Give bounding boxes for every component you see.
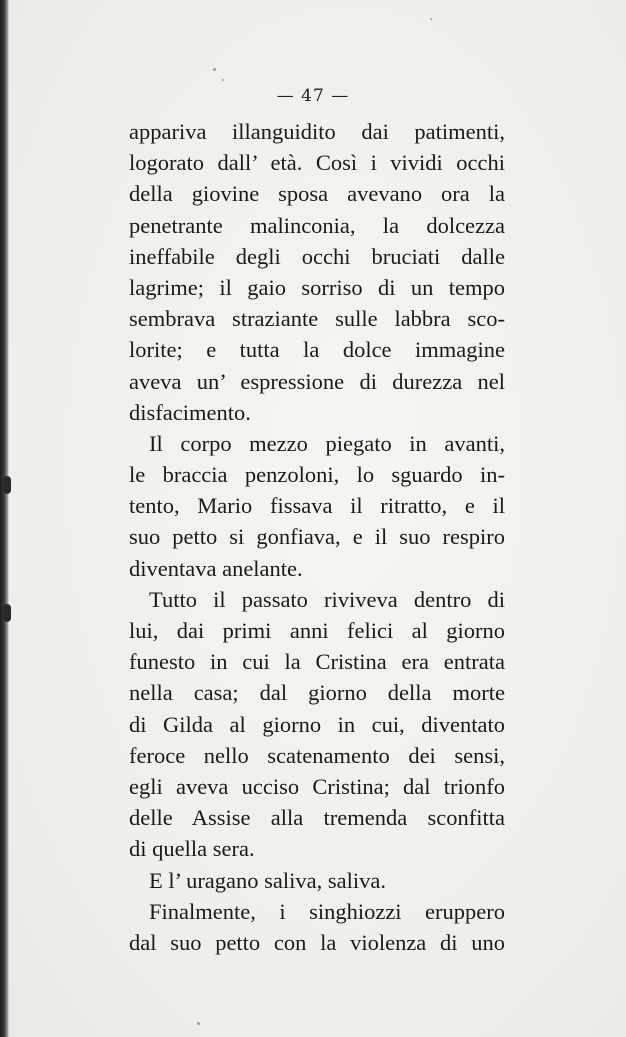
- body-text: [129, 116, 505, 958]
- text-line: appariva illanguidito dai patimenti,: [129, 119, 505, 144]
- text-line: Finalmente, i singhiozzi eruppero: [149, 898, 505, 924]
- text-line: E l’ uragano saliva, saliva.: [149, 867, 386, 893]
- paper-speck: [430, 18, 432, 20]
- edge-mark: [3, 604, 11, 622]
- text-line: aveva un’ espressione di durezza nel: [129, 368, 505, 394]
- text-line: suo petto si gonfiava, e il suo respiro: [129, 524, 505, 550]
- text-line: tento, Mario fissava il ritratto, e il: [129, 493, 505, 519]
- text-line: delle Assise alla tremenda sconfitta: [129, 805, 505, 831]
- paper-speck: [213, 68, 216, 71]
- paper-speck: [197, 1022, 200, 1025]
- paper-speck: [222, 79, 224, 81]
- text-line: penetrante malinconia, la dolcezza: [129, 212, 505, 238]
- text-line: nella casa; dal giorno della morte: [129, 680, 505, 706]
- text-line: le braccia penzoloni, lo sguardo in-: [129, 462, 505, 488]
- text-line: dal suo petto con la violenza di uno: [129, 929, 505, 955]
- page-number: — 47 —: [276, 86, 350, 106]
- text-line: della giovine sposa avevano ora la: [129, 181, 505, 207]
- text-line: Il corpo mezzo piegato in avanti,: [149, 430, 505, 456]
- text-line: logorato dall’ età. Così i vividi occhi: [129, 150, 505, 176]
- text-line: lorite; e tutta la dolce immagine: [129, 337, 505, 363]
- text-line: di quella sera.: [129, 836, 255, 862]
- text-line: feroce nello scatenamento dei sensi,: [129, 742, 505, 768]
- text-line: lagrime; il gaio sorriso di un tempo: [129, 274, 505, 300]
- text-line: Tutto il passato riviveva dentro di: [149, 586, 505, 612]
- text-line: lui, dai primi anni felici al giorno: [129, 618, 505, 643]
- text-line: sembrava straziante sulle labbra sco-: [129, 306, 505, 332]
- text-line: funesto in cui la Cristina era entrata: [129, 649, 505, 675]
- text-line: di Gilda al giorno in cui, diventato: [129, 711, 505, 737]
- text-line: disfacimento.: [129, 399, 251, 425]
- edge-mark: [3, 476, 11, 494]
- text-line: diventava anelante.: [129, 555, 303, 581]
- binding-edge: [0, 0, 9, 1037]
- text-line: ineffabile degli occhi bruciati dalle: [129, 243, 505, 269]
- text-line: egli aveva ucciso Cristina; dal trionfo: [129, 773, 505, 799]
